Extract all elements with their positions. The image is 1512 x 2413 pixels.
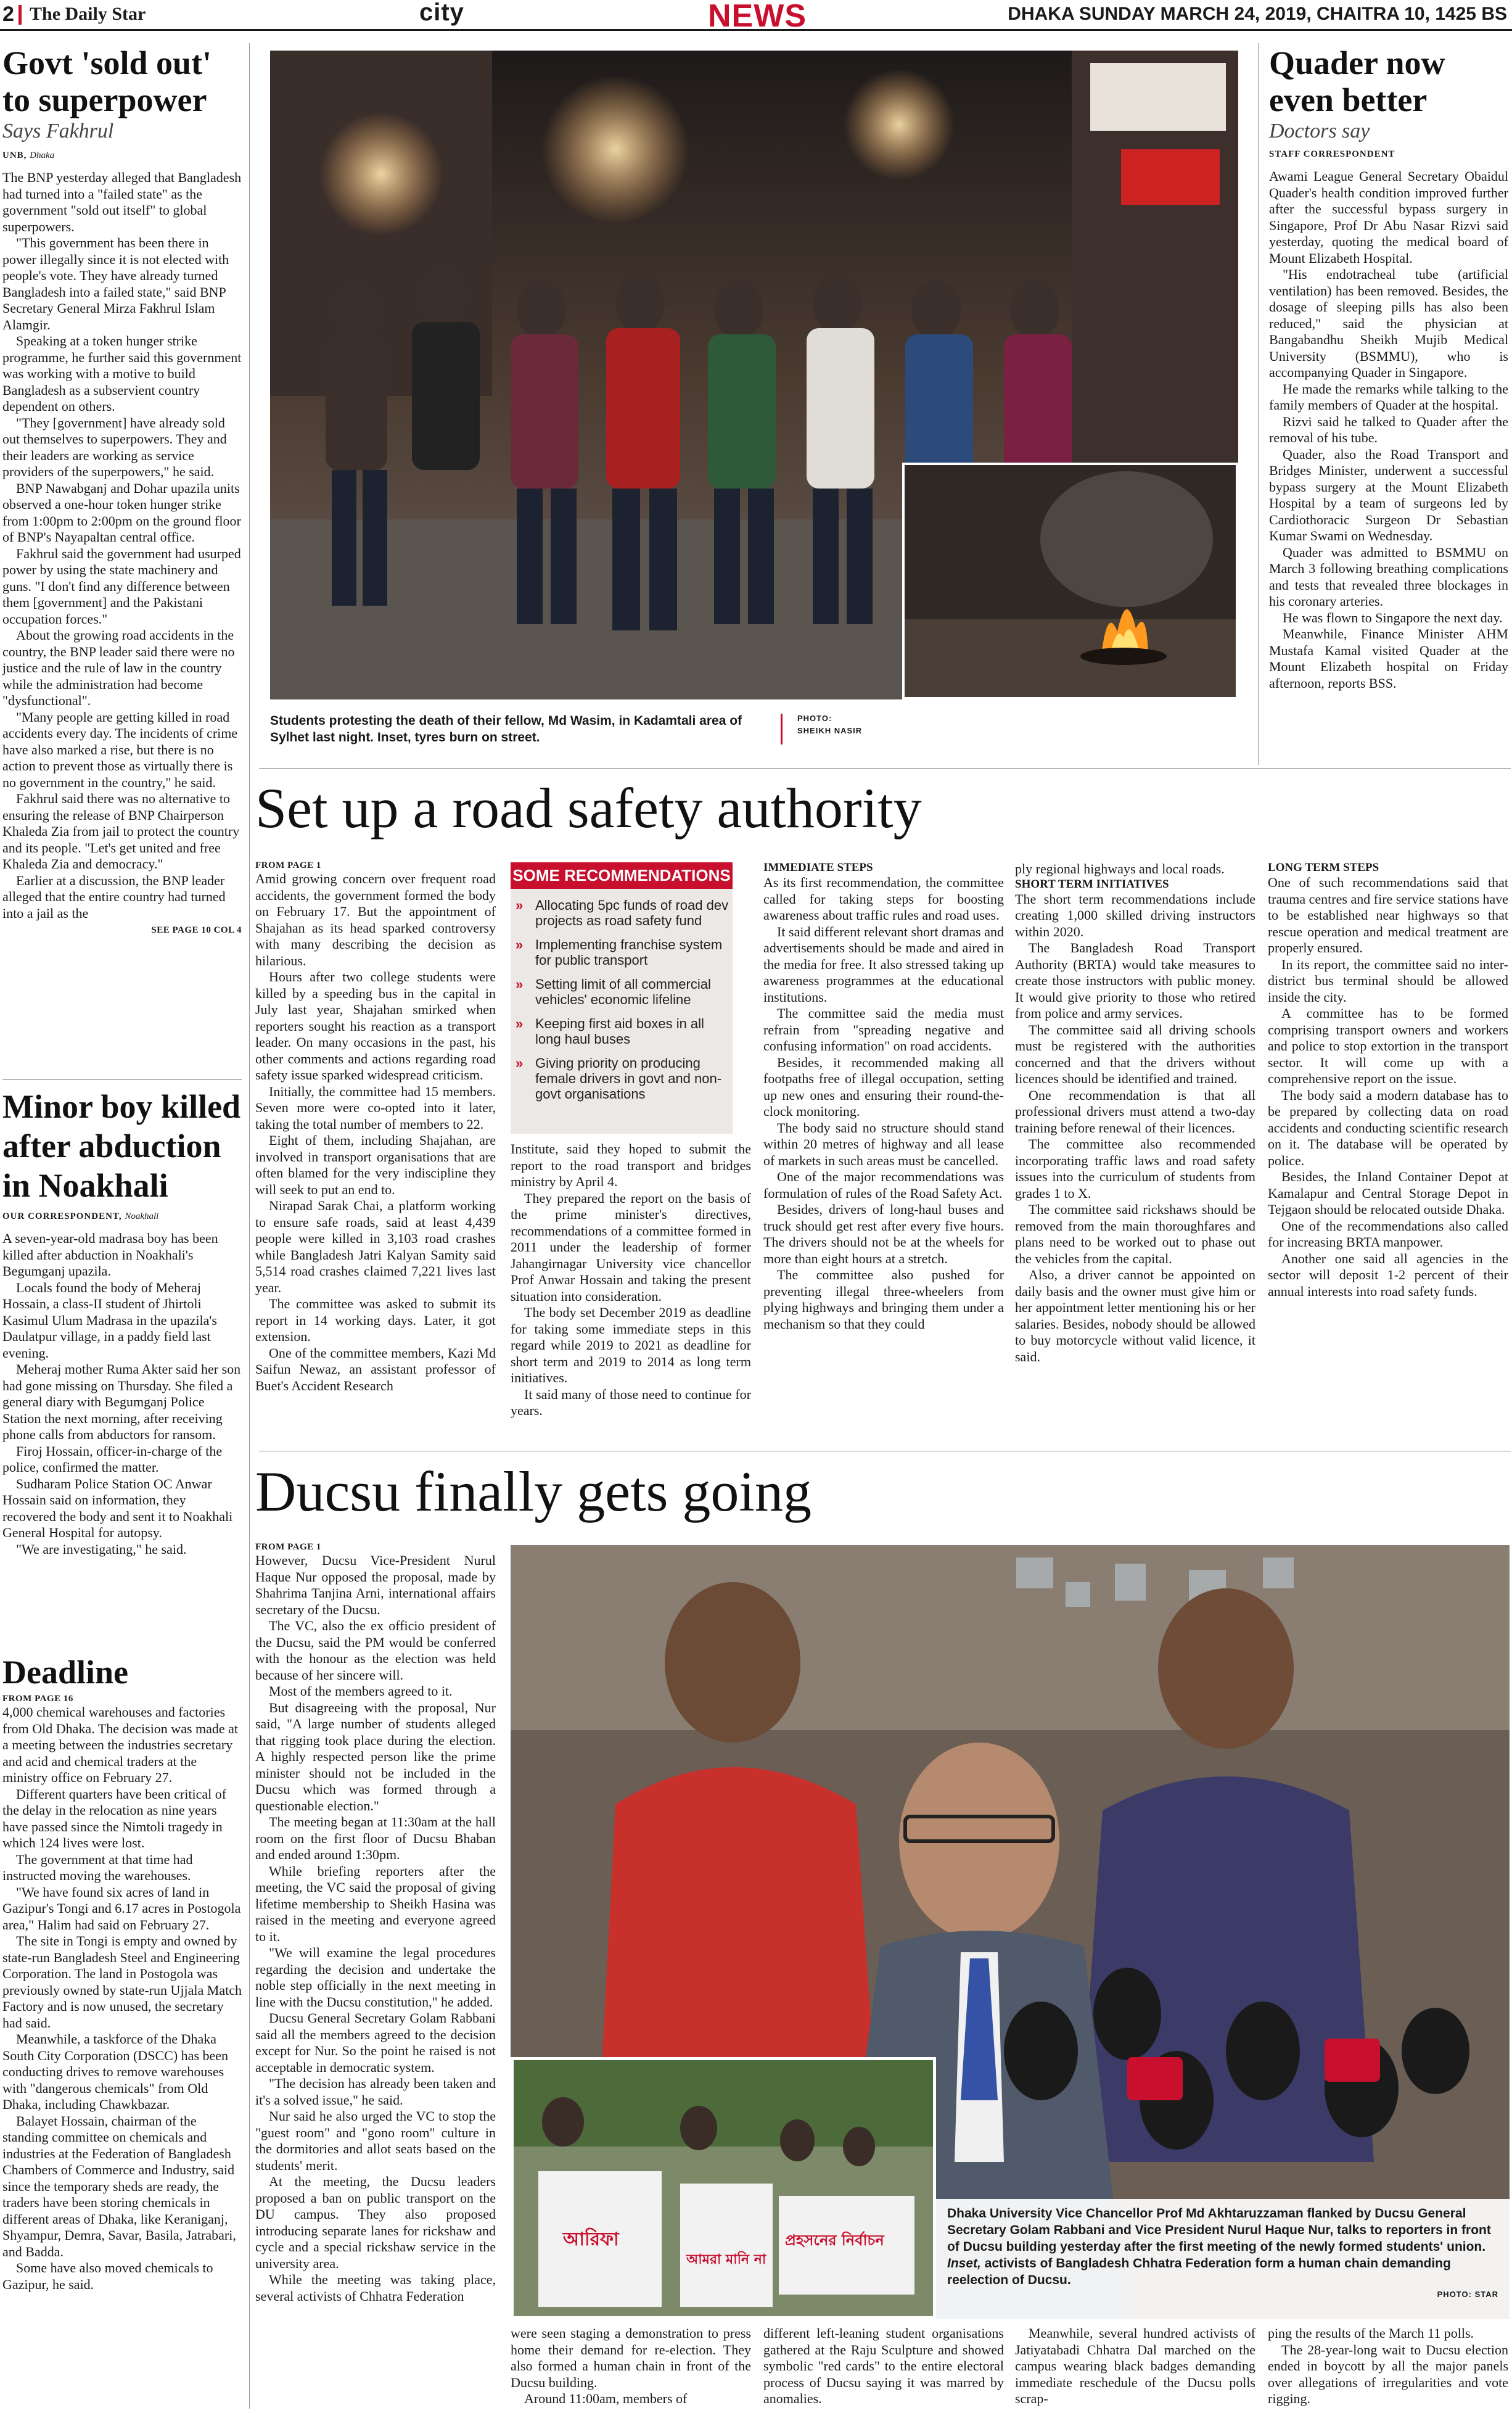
ducsu-para: But disagreeing with the proposal, Nur said, "A large number of students alleged that rigging took place during the election. A highly respected person like the prime minister should not be included in the Ducsu which was formed through a questionable election." <box>255 1699 496 1813</box>
govt-para: The BNP yesterday alleged that Bangladesh had turned into a "failed state" as the government "sold out itself" to global superpowers. <box>2 170 242 234</box>
deadline-article <box>2 1653 242 2293</box>
masthead <box>0 0 1512 34</box>
protest-caption-block <box>270 712 1238 746</box>
human-chain-scene <box>514 2060 933 2316</box>
road-para: It said different relevant short dramas and advertisements should be made and aired in the media for free. It also stressed taking up awareness programmes at the educational institutions. <box>763 923 1004 1005</box>
road-para: It said many of those need to continue for years. <box>511 1386 751 1418</box>
ducsu-para: different left-leaning student organisations gathered at the Raju Sculpture and showed symbolic "red cards" to the entire electoral process of Ducsu saying it was marred by anomalies. <box>763 2325 1004 2406</box>
minor-body <box>2 1231 242 1557</box>
minor-headline: Minor boy killed after abduction in Noakhali <box>2 1088 241 1204</box>
road-para: The body said a modern database has to be prepared by collecting data on road accidents and conducting scientific research on it. The database will be operated by police. <box>1268 1087 1508 1168</box>
ducsu-para: The 28-year-long wait to Ducsu election ended in boycott by all the major panels over allegations of irregularities and vote rigging. <box>1268 2341 1508 2406</box>
road-para: Amid growing concern over frequent road accidents, the government formed the body on February 17. But the appointment of Shajahan as its head sparked controversy with many describing the decision as hilarious. <box>255 871 496 968</box>
protest-caption: Students protesting the death of their fellow, Md Wasim, in Kadamtali area of Sylhet last night. Inset, tyres burn on street. <box>270 714 742 745</box>
ducsu-col-1 <box>255 1542 496 2304</box>
road-para: They prepared the report on the basis of the prime minister's directives, recommendations of a committee formed in 2011 under the leadership of former Jahangirnagar University vice chancellor Prof Anwar Hossain and taking the present situation into consideration. <box>511 1190 751 1304</box>
recommendation-item: » Allocating 5pc funds of road dev projects as road safety fund <box>516 897 729 928</box>
ducsu-kicker: FROM PAGE 1 <box>255 1542 321 1552</box>
minor-article <box>2 1087 242 1557</box>
govt-para: Fakhrul said the government had usurped power by using the state machinery and guns. "I don't find any difference between them [government] and the Pakistani occupation forces." <box>2 545 241 627</box>
road-col-5 <box>1268 861 1508 1300</box>
deadline-kicker: FROM PAGE 16 <box>2 1694 73 1704</box>
caption-divider <box>781 714 783 745</box>
ducsu-para: While briefing reporters after the meeting, the VC said the proposal of giving lifetime membership to Sheikh Hasina was raised in the meeting and everyone agreed to it. <box>255 1863 496 1944</box>
road-col3-body <box>763 875 1004 1332</box>
road-para: The committee also pushed for preventing illegal three-wheelers from plying highways and bringing them under a mechanism so that they could <box>763 1267 1004 1332</box>
paper-name: The Daily Star <box>30 4 146 24</box>
recommendation-item: » Implementing franchise system for public transport <box>516 937 723 968</box>
page-number: 2 <box>2 2 14 26</box>
minor-para: Meheraj mother Ruma Akter said her son had gone missing on Thursday. She filed a general diary with Begumganj Police Station the next morning, after receiving phone calls from abductors for ransom. <box>2 1361 241 1442</box>
ducsu-para: "The decision has already been taken and it's a solved issue," he said. <box>255 2076 496 2108</box>
quader-byline: STAFF CORRESPONDENT <box>1269 149 1395 159</box>
quader-article <box>1269 44 1508 691</box>
arrow-icon: » <box>516 976 524 992</box>
ducsu-para: At the meeting, the Ducsu leaders proposed a ban on public transport on the DU campus. They also proposed introducing separate lanes for rickshaw and cycle and a special rickshaw service in the university area. <box>255 2174 496 2271</box>
ducsu-col-2 <box>511 2325 751 2407</box>
deadline-para: Balayet Hossain, chairman of the standing committee on chemicals and industries at the Federation of Bangladesh Chambers of Commerce and Industry, said since the temporary sheds are ready, the traders have been storing chemicals in different areas of Dhaka, like Keraniganj, Shyampur, Demra, Savar, Basila, Jatrabari, and Badda. <box>2 2113 236 2259</box>
road-para: Nirapad Sarak Chai, a platform working to ensure safe roads, said at least 4,439 people were killed in 3,103 road crashes while Bangladesh Jatri Kalyan Samity said 5,514 road crashes claimed 7,221 lives last year. <box>255 1198 496 1295</box>
road-para: One recommendation is that all professional drivers must attend a two-day training before renewal of their licences. <box>1015 1087 1255 1136</box>
deadline-para: Some have also moved chemicals to Gazipur, he said. <box>2 2260 213 2292</box>
quader-headline-1: Quader now <box>1269 44 1445 81</box>
road-para: The Bangladesh Road Transport Authority (BRTA) would take measures to create those instructors with public money. It would give priority to those who retired from police and army services. <box>1015 940 1255 1021</box>
road-col-4 <box>1015 861 1255 1365</box>
ducsu-col1-body <box>255 1553 496 2304</box>
ducsu-col-5 <box>1268 2325 1508 2407</box>
road-para: The short term recommendations include creating 1,000 skilled driving instructors within 2020. <box>1015 891 1255 939</box>
deadline-para: Meanwhile, a taskforce of the Dhaka South City Corporation (DSCC) has been conducting drives to remove warehouses with "dangerous chemicals" from Old Dhaka, including Chawkbazar. <box>2 2031 229 2112</box>
road-para: The body said no structure should stand within 20 metres of highway and all lease of markets in such areas must be cancelled. <box>763 1120 1004 1168</box>
minor-para: "We are investigating," he said. <box>16 1541 187 1557</box>
road-para: As its first recommendation, the committee called for taking steps for boosting awareness about traffic rules and road uses. <box>763 875 1004 923</box>
ducsu-para: ping the results of the March 11 polls. <box>1268 2325 1474 2341</box>
column-rule <box>1258 43 1259 765</box>
quader-para: He made the remarks while talking to the family members of Quader at the hospital. <box>1269 381 1508 413</box>
dateline: DHAKA SUNDAY MARCH 24, 2019, CHAITRA 10, 1425 BS <box>1008 4 1507 24</box>
ducsu-para: Meanwhile, several hundred activists of Jatiyatabadi Chhatra Dal marched on the campus wearing black badges demanding immediate reschedule of the Ducsu polls scrap- <box>1015 2325 1255 2406</box>
tyre-fire-inset <box>902 463 1238 699</box>
road-col-2 <box>511 1141 751 1419</box>
govt-headline-1: Govt 'sold out' <box>2 44 212 81</box>
ducsu-para: Ducsu General Secretary Golam Rabbani said all the members agreed to the decision except for Nur. So the point he raised is not acceptable in democratic system. <box>255 2010 496 2075</box>
ducsu-col-4 <box>1015 2325 1255 2407</box>
ducsu-para: Most of the members agreed to it. <box>269 1683 453 1699</box>
protest-photo <box>270 51 1238 699</box>
quader-para: Awami League General Secretary Obaidul Quader's health condition improved further after the successful bypass surgery in Singapore, Prof Dr Abu Nasar Rizvi said yesterday, quoting the medical board of Mount Elizabeth Hospital. <box>1269 168 1508 266</box>
arrow-icon: » <box>516 1016 524 1031</box>
road-para: Also, a driver cannot be appointed on daily basis and the owner must give him or her appointment letter mentioning his or her salaries. Besides, nobody should be allowed to buy motorcycle without valid licence, it said. <box>1015 1267 1255 1364</box>
road-col4-body <box>1015 891 1255 1366</box>
road-para: The committee was asked to submit its report in 14 working days. Later, it got extension. <box>255 1296 496 1344</box>
poster-text: আরিফা <box>563 2229 619 2250</box>
road-para: One of the recommendations also called for increasing BRTA manpower. <box>1268 1218 1508 1250</box>
road-col-3 <box>763 861 1004 1332</box>
recommendation-item: » Setting limit of all commercial vehicles' economic lifeline <box>516 976 711 1007</box>
minor-para: A seven-year-old madrasa boy has been killed after abduction in Noakhali's Begumganj upazila. <box>2 1231 218 1279</box>
road-para: The committee said rickshaws should be removed from the main thoroughfares and plans need to be worked out to phase out the vehicles from the capital. <box>1015 1202 1255 1266</box>
ducsu-headline: Ducsu finally gets going <box>255 1460 811 1523</box>
road-headline: Set up a road safety authority <box>255 777 922 839</box>
road-sub-immediate: IMMEDIATE STEPS <box>763 861 873 874</box>
poster-text: প্রহসনের নির্বাচন <box>785 2232 884 2249</box>
section-city: city <box>419 0 464 26</box>
minor-para: Locals found the body of Meheraj Hossain, a class-II student of Jhirtoli Kasimul Ulum Madrasa in the upazila's Daulatpur village, in a paddy field last evening. <box>2 1279 217 1361</box>
section-news: NEWS <box>708 0 807 34</box>
quader-para: He was flown to Singapore the next day. <box>1283 609 1503 625</box>
column-rule <box>249 43 250 2409</box>
minor-byline: OUR CORRESPONDENT, Noakhali <box>2 1211 159 1221</box>
minor-para: Firoj Hossain, officer-in-charge of the police, confirmed the matter. <box>2 1443 223 1475</box>
ducsu-photo <box>511 1545 1510 2319</box>
road-para: Besides, it recommended making all footpaths free of illegal occupation, setting up new ones and ensuring their round-the-clock monitoring. <box>763 1054 1004 1119</box>
road-col4-lead: ply regional highways and local roads. <box>1015 861 1225 877</box>
govt-body <box>2 170 242 922</box>
ducsu-para: The meeting began at 11:30am at the hall room on the first floor of Ducsu Bhaban and ended around 1:30pm. <box>255 1814 496 1862</box>
deadline-para: 4,000 chemical warehouses and factories from Old Dhaka. The decision was made at a meeting between the industries secretary and acid and chemical traders at the ministry office on February 27. <box>2 1704 239 1785</box>
recommendations-box <box>511 862 733 1134</box>
ducsu-caption-panel <box>936 2199 1510 2319</box>
divider <box>2 1079 242 1080</box>
govt-para: Fakhrul said there was no alternative to ensuring the release of BNP Chairperson Khaleda Zia from jail to protect the country and its people. "Let's get united and free Khaleda Zia and democracy." <box>2 791 240 872</box>
ducsu-para: Nur said he also urged the VC to stop the "guest room" and "gono room" culture in the dormitories and allot seats based on the students' merit. <box>255 2108 496 2173</box>
govt-article <box>2 44 242 936</box>
deadline-para: Different quarters have been critical of the delay in the relocation as nine years have passed since the Nimtoli tragedy in which 124 lives were lost. <box>2 1786 227 1850</box>
road-col1-body <box>255 871 496 1394</box>
recommendation-item: » Keeping first aid boxes in all long haul buses <box>516 1016 704 1047</box>
ducsu-para: were seen staging a demonstration to press home their demand for re-election. They also formed a human chain in front of the Ducsu building. <box>511 2325 751 2390</box>
road-para: The committee said the media must refrain from "spreading negative and confusing information" on road accidents. <box>763 1005 1004 1054</box>
deadline-headline: Deadline <box>2 1654 129 1691</box>
govt-byline: UNB, Dhaka <box>2 151 55 160</box>
road-para: Besides, drivers of long-haul buses and truck should get rest after every five hours. The drivers should not be at the wheels for more than eight hours at a stretch. <box>763 1202 1004 1266</box>
recommendations-list <box>511 889 733 1102</box>
ducsu-inset-photo <box>511 2057 936 2319</box>
recommendation-item: » Giving priority on producing female drivers in govt and non-govt organisations <box>516 1055 722 1102</box>
deadline-para: The government at that time had instructed moving the warehouses. <box>2 1851 193 1883</box>
arrow-icon: » <box>516 937 524 952</box>
protest-credit: SHEIKH NASIR <box>797 726 863 735</box>
road-para: Hours after two college students were killed by a speeding bus in the capital in July last year, Shajahan smirked when reporters sought his reaction as a transport leader. On many occasions in the past, his other comments and actions regarding road safety issue sparked widespread criticism. <box>255 969 496 1083</box>
deadline-body <box>2 1704 242 2293</box>
section-divider <box>259 768 1511 769</box>
road-para: One of such recommendations said that trauma centres and fire service stations have to be established near highways so that rescue operation and medical treatment are properly ensured. <box>1268 875 1508 955</box>
govt-para: BNP Nawabganj and Dohar upazila units observed a one-hour token hunger strike from 1:00pm to 2:00pm on the ground floor of BNP's Nayapaltan central office. <box>2 480 241 545</box>
road-para: Initially, the committee had 15 members. Seven more were co-opted into it later, taking the total number of members to 22. <box>255 1083 496 1132</box>
road-col2-body <box>511 1141 751 1419</box>
minor-para: Sudharam Police Station OC Anwar Hossain said on information, they recovered the body and sent it to Noakhali General Hospital for autopsy. <box>2 1475 233 1540</box>
govt-para: "They [government] have already sold out themselves to superpowers. They and their leaders are working as service providers of the superpowers," he said. <box>2 415 227 479</box>
road-sub-long: LONG TERM STEPS <box>1268 861 1379 874</box>
govt-headline-2: to superpower <box>2 81 207 118</box>
deadline-para: The site in Tongi is empty and owned by state-run Bangladesh Steel and Engineering Corporation. The land in Postogola was previously owned by state-run Ujjala Match Factory and is now unused, the secretary had said. <box>2 1933 242 2031</box>
road-sub-short: SHORT TERM INITIATIVES <box>1015 877 1169 891</box>
poster-text: আমরা মানি না <box>686 2252 766 2267</box>
ducsu-para: While the meeting was taking place, several activists of Chhatra Federation <box>255 2272 496 2304</box>
govt-para: "Many people are getting killed in road accidents every day. The incidents of crime have also marked a rise, but there is no action to prevent those as virtually there is no government in the country," he said. <box>2 709 238 790</box>
ducsu-para: "We will examine the legal procedures regarding the decision and undertake the noble step officially in the next meeting in line with the Ducsu constitution," he added. <box>255 1945 496 2010</box>
govt-para: "This government has been there in power illegally since it is not elected with people's vote. They have already turned Bangladesh into a failed state," said BNP Secretary General Mirza Fakhrul Islam Alamgir. <box>2 235 229 332</box>
road-para: Another one said all agencies in the sector will deposit 1-2 percent of their annual interests into road safety funds. <box>1268 1250 1508 1299</box>
ducsu-photo-credit: PHOTO: STAR <box>1437 2290 1498 2299</box>
quader-para: Quader was admitted to BSMMU on March 3 following breathing complications and tests that revealed three blockages in his coronary arteries. <box>1269 544 1508 609</box>
quader-subhead: Doctors say <box>1269 120 1370 142</box>
road-para: The body set December 2019 as deadline for taking some immediate steps in this regard while 2019 to 2021 as deadline for short term and 2019 to 2014 as long term initiatives. <box>511 1305 751 1385</box>
ducsu-para: Around 11:00am, members of <box>524 2391 688 2406</box>
road-para: The committee said all driving schools must be registered with the authorities concerned and that the drivers without licences should be identified and trained. <box>1015 1021 1255 1086</box>
recommendations-title: SOME RECOMMENDATIONS <box>511 862 733 889</box>
page-number-bar <box>18 5 22 25</box>
quader-headline-2: even better <box>1269 81 1428 118</box>
arrow-icon: » <box>516 1055 524 1071</box>
quader-body <box>1269 168 1508 691</box>
arrow-icon: » <box>516 897 524 913</box>
quader-para: "His endotracheal tube (artificial ventilation) has been removed. Besides, the dosage of sleeping pills has also been reduced," said the physician at Bangabandhu Sheikh Mujib Medical University (BSMMU), who is accompanying Quader in Singapore. <box>1269 266 1508 380</box>
road-para: One of the committee members, Kazi Md Saifun Newaz, an assistant professor of Buet's Accident Research <box>255 1345 496 1393</box>
govt-para: Earlier at a discussion, the BNP leader alleged that the entire country had turned into a jail as the <box>2 872 226 921</box>
road-col-1 <box>255 860 496 1394</box>
road-para: Besides, the Inland Container Depot at Kamalapur and Central Storage Depot in Tejgaon should be relocated outside Dhaka. <box>1268 1169 1508 1217</box>
road-kicker: FROM PAGE 1 <box>255 860 321 870</box>
road-col5-body <box>1268 875 1508 1300</box>
road-para: A committee has to be formed comprising transport owners and workers and police to stop extortion in the transport sector. It will come up with a comprehensive report on the issue. <box>1268 1005 1508 1086</box>
govt-para: Speaking at a token hunger strike programme, he further said this government was working with a motive to build Bangladesh as a subservient country dependent on others. <box>2 333 242 414</box>
road-para: One of the major recommendations was formulation of rules of the Road Safety Act. <box>763 1169 1004 1201</box>
road-para: The committee also recommended incorporating traffic laws and road safety issues into the curriculum of students from grades 1 to X. <box>1015 1136 1255 1201</box>
ducsu-para: However, Ducsu Vice-President Nurul Haque Nur opposed the proposal, made by Shahrima Tanjina Arni, international affairs secretary of the Ducsu. <box>255 1553 496 1617</box>
ducsu-col-3 <box>763 2325 1004 2407</box>
quader-para: Quader, also the Road Transport and Bridges Minister, underwent a successful bypass surgery at the Mount Elizabeth Hospital by a team of surgeons led by Cardiothoracic Surgeon Dr Sebastian Kumar Swami on Wednesday. <box>1269 446 1508 543</box>
govt-para: About the growing road accidents in the country, the BNP leader said there were no justice and the rule of law in the country while the administration had become "dysfunctional". <box>2 627 235 708</box>
govt-subhead: Says Fakhrul <box>2 120 114 142</box>
quader-para: Rizvi said he talked to Quader after the removal of his tube. <box>1269 413 1508 445</box>
fire-scene <box>905 465 1236 697</box>
road-para: Eight of them, including Shajahan, are involved in transport organisations that are often blamed for the very indiscipline they will seek to put an end to. <box>255 1132 496 1197</box>
protest-credit-label: PHOTO: <box>797 714 832 723</box>
deadline-para: "We have found six acres of land in Gazipur's Tongi and 6.17 acres in Postogola area," Halim had said on February 27. <box>2 1884 241 1932</box>
govt-jump[interactable]: SEE PAGE 10 COL 4 <box>151 925 242 935</box>
ducsu-para: The VC, also the ex officio president of the Ducsu, said the PM would be conferred with the honour as the election was held because of her sincere will. <box>255 1618 496 1683</box>
road-para: Institute, said they hoped to submit the report to the road transport and bridges ministry by April 4. <box>511 1141 751 1189</box>
ducsu-caption: Dhaka University Vice Chancellor Prof Md Akhtaruzzaman flanked by Ducsu General Secretary Golam Rabbani and Vice President Nurul Haque Nur, talks to reporters in front of Ducsu building yesterday after the first meeting of the newly formed students' union. Inset, activists of Bangladesh Chhatra Federation form a human chain demanding reelection of Ducsu. <box>947 2206 1491 2287</box>
quader-para: Meanwhile, Finance Minister AHM Mustafa Kamal visited Quader at the Mount Elizabeth hospital on Friday afternoon, reports BSS. <box>1269 626 1508 691</box>
road-para: In its report, the committee said no inter-district bus terminal should be allowed inside the city. <box>1268 956 1508 1005</box>
